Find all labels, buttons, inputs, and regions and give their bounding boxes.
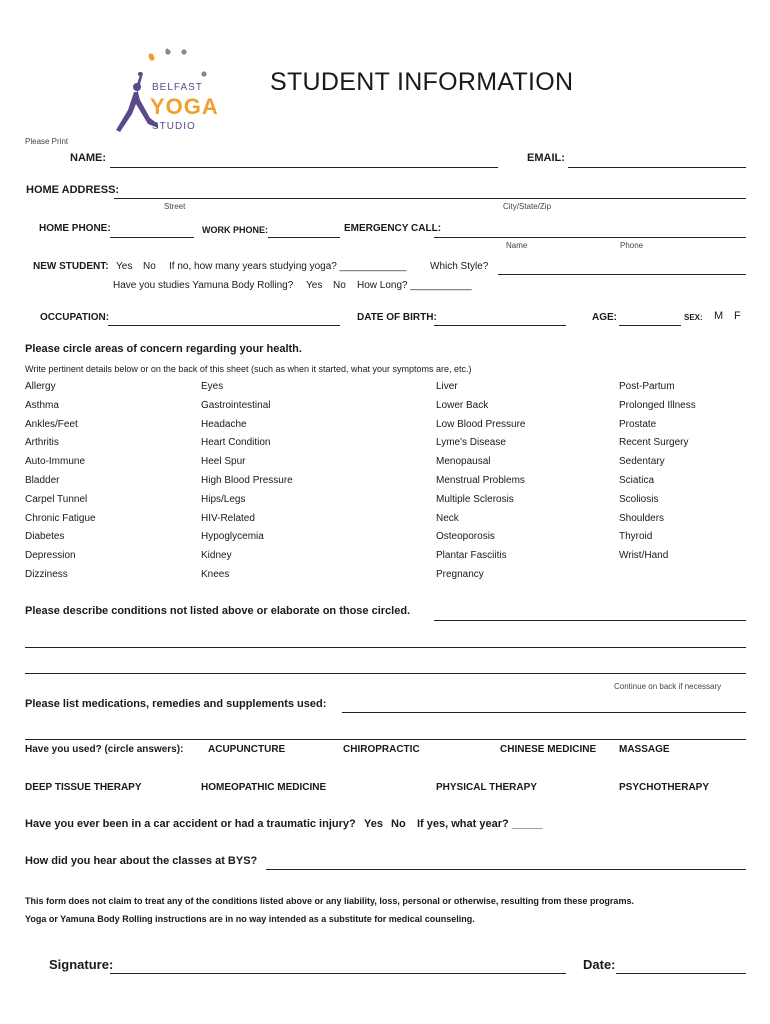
concerns-subheading: Write pertinent details below or on the back of this sheet (such as when it started, what your symptoms are, etc.) bbox=[25, 364, 472, 374]
condition-item[interactable]: Ankles/Feet bbox=[25, 418, 78, 430]
sex-f-option[interactable]: F bbox=[734, 310, 741, 322]
therapy-option[interactable]: CHIROPRACTIC bbox=[343, 744, 420, 755]
work-phone-field[interactable] bbox=[268, 237, 340, 238]
name-field[interactable] bbox=[110, 167, 498, 168]
concerns-heading: Please circle areas of concern regarding your health. bbox=[25, 343, 302, 355]
hear-about-field[interactable] bbox=[266, 869, 746, 870]
logo-dots-icon bbox=[138, 46, 218, 86]
condition-item[interactable]: Knees bbox=[201, 568, 230, 580]
home-address-label: HOME ADDRESS: bbox=[26, 184, 120, 196]
how-long-field[interactable]: How Long? ___________ bbox=[357, 280, 472, 291]
page-title: STUDENT INFORMATION bbox=[270, 68, 574, 96]
occupation-field[interactable] bbox=[108, 325, 340, 326]
condition-item[interactable]: Recent Surgery bbox=[619, 437, 689, 449]
condition-item[interactable]: Liver bbox=[436, 381, 458, 392]
condition-item[interactable]: Menopausal bbox=[436, 456, 491, 468]
condition-item[interactable]: Prostate bbox=[619, 418, 657, 430]
describe-line-2[interactable] bbox=[25, 647, 746, 648]
condition-item[interactable]: Auto-Immune bbox=[25, 456, 86, 468]
years-studying-question[interactable]: If no, how many years studying yoga? ____________ bbox=[169, 261, 407, 272]
condition-item[interactable]: High Blood Pressure bbox=[201, 474, 293, 486]
disclaimer-line-1: This form does not claim to treat any of the conditions listed above or any liability, loss, personal or otherwise, resulting from these programs. bbox=[25, 896, 634, 906]
signature-field[interactable] bbox=[110, 973, 566, 974]
new-student-label: NEW STUDENT: bbox=[33, 261, 109, 272]
condition-item[interactable]: Headache bbox=[201, 418, 247, 430]
therapy-option[interactable]: HOMEOPATHIC MEDICINE bbox=[201, 782, 327, 793]
therapy-option[interactable]: MASSAGE bbox=[619, 744, 670, 755]
home-phone-label: HOME PHONE: bbox=[39, 223, 111, 234]
condition-item[interactable]: Pregnancy bbox=[436, 568, 484, 580]
condition-item[interactable]: Thyroid bbox=[619, 531, 653, 543]
name-label: NAME: bbox=[70, 152, 107, 164]
describe-conditions-label: Please describe conditions not listed above or elaborate on those circled. bbox=[25, 605, 411, 617]
date-field[interactable] bbox=[616, 973, 746, 974]
continue-back-note: Continue on back if necessary bbox=[614, 682, 722, 691]
concerns-col2 bbox=[201, 381, 293, 588]
condition-item[interactable]: Arthritis bbox=[25, 437, 59, 449]
logo-line3: STUDIO bbox=[152, 121, 196, 132]
email-label: EMAIL: bbox=[527, 152, 565, 164]
yamuna-yes-option[interactable]: Yes bbox=[306, 280, 323, 291]
condition-item[interactable]: Multiple Sclerosis bbox=[436, 493, 514, 505]
condition-item[interactable]: Lyme's Disease bbox=[436, 437, 506, 449]
condition-item[interactable]: HIV-Related bbox=[201, 512, 255, 524]
condition-item[interactable]: Neck bbox=[436, 512, 459, 524]
new-student-yes-option[interactable]: Yes bbox=[116, 261, 133, 272]
emergency-name-caption: Name bbox=[506, 241, 528, 250]
home-phone-field[interactable] bbox=[110, 237, 194, 238]
condition-item[interactable]: Prolonged Illness bbox=[619, 399, 696, 411]
logo-line2: YOGA bbox=[150, 94, 219, 119]
medications-line-2[interactable] bbox=[25, 739, 746, 740]
disclaimer-line-2: Yoga or Yamuna Body Rolling instructions are in no way intended as a substitute for medical counseling. bbox=[25, 914, 475, 924]
which-style-label: Which Style? bbox=[430, 261, 489, 272]
condition-item[interactable]: Sedentary bbox=[619, 456, 665, 468]
condition-item[interactable]: Chronic Fatigue bbox=[25, 512, 96, 524]
date-label: Date: bbox=[583, 957, 616, 972]
condition-item[interactable]: Heart Condition bbox=[201, 437, 271, 449]
medications-field[interactable] bbox=[342, 712, 746, 713]
yamuna-question: Have you studies Yamuna Body Rolling? bbox=[113, 280, 294, 291]
condition-item[interactable]: Sciatica bbox=[619, 474, 655, 486]
condition-item[interactable]: Shoulders bbox=[619, 512, 665, 524]
condition-item[interactable]: Carpel Tunnel bbox=[25, 493, 88, 505]
yamuna-no-option[interactable]: No bbox=[333, 280, 346, 291]
age-label: AGE: bbox=[592, 312, 617, 323]
therapies-question: Have you used? (circle answers): bbox=[25, 744, 184, 755]
which-style-field[interactable] bbox=[498, 274, 746, 275]
sex-m-option[interactable]: M bbox=[714, 310, 724, 322]
condition-item[interactable]: Diabetes bbox=[25, 531, 65, 543]
work-phone-label: WORK PHONE: bbox=[202, 225, 268, 235]
city-state-zip-caption: City/State/Zip bbox=[503, 202, 552, 211]
condition-item[interactable]: Kidney bbox=[201, 550, 232, 562]
condition-item[interactable]: Plantar Fasciitis bbox=[436, 550, 507, 562]
condition-item[interactable]: Osteoporosis bbox=[436, 531, 495, 543]
therapy-option[interactable]: ACUPUNCTURE bbox=[208, 744, 286, 755]
condition-item[interactable]: Gastrointestinal bbox=[201, 399, 271, 411]
signature-label: Signature: bbox=[49, 957, 114, 972]
age-field[interactable] bbox=[619, 325, 681, 326]
home-address-field[interactable] bbox=[114, 198, 746, 199]
email-field[interactable] bbox=[568, 167, 746, 168]
condition-item[interactable]: Depression bbox=[25, 550, 76, 562]
studio-logo bbox=[108, 44, 228, 136]
accident-yes-option[interactable]: Yes bbox=[364, 818, 383, 830]
concerns-col4 bbox=[619, 381, 696, 569]
condition-item[interactable]: Menstrual Problems bbox=[436, 474, 525, 486]
hear-about-label: How did you hear about the classes at BYS? bbox=[25, 855, 258, 867]
emergency-call-field[interactable] bbox=[434, 237, 746, 238]
occupation-label: OCCUPATION: bbox=[40, 312, 110, 323]
therapy-option[interactable]: CHINESE MEDICINE bbox=[500, 744, 597, 755]
sex-label: SEX: bbox=[684, 313, 703, 322]
condition-item[interactable]: Dizziness bbox=[25, 568, 68, 580]
new-student-no-option[interactable]: No bbox=[143, 261, 156, 272]
medications-label: Please list medications, remedies and supplements used: bbox=[25, 698, 327, 710]
logo-line1: BELFAST bbox=[152, 82, 203, 93]
accident-no-option[interactable]: No bbox=[391, 818, 406, 830]
please-print-note: Please Print bbox=[25, 137, 69, 146]
condition-item[interactable]: Asthma bbox=[25, 399, 59, 411]
condition-item[interactable]: Heel Spur bbox=[201, 456, 246, 468]
emergency-phone-caption: Phone bbox=[620, 241, 644, 250]
concerns-col3 bbox=[436, 381, 526, 588]
accident-question: Have you ever been in a car accident or had a traumatic injury? bbox=[25, 818, 356, 830]
accident-year-field[interactable]: If yes, what year? _____ bbox=[417, 818, 543, 830]
describe-line-3[interactable] bbox=[25, 673, 746, 674]
dob-label: DATE OF BIRTH: bbox=[357, 312, 437, 323]
condition-item[interactable]: Wrist/Hand bbox=[619, 550, 669, 562]
therapy-option[interactable]: PSYCHOTHERAPY bbox=[619, 782, 710, 793]
dob-field[interactable] bbox=[434, 325, 566, 326]
therapy-option[interactable]: PHYSICAL THERAPY bbox=[436, 782, 537, 793]
describe-line-1[interactable] bbox=[434, 620, 746, 621]
condition-item[interactable]: Allergy bbox=[25, 381, 56, 392]
condition-item[interactable]: Low Blood Pressure bbox=[436, 418, 526, 430]
concerns-col1 bbox=[25, 381, 96, 588]
condition-item[interactable]: Lower Back bbox=[436, 399, 489, 411]
condition-item[interactable]: Hips/Legs bbox=[201, 493, 246, 505]
street-caption: Street bbox=[164, 202, 186, 211]
condition-item[interactable]: Hypoglycemia bbox=[201, 531, 264, 543]
therapy-option[interactable]: DEEP TISSUE THERAPY bbox=[25, 782, 142, 793]
emergency-call-label: EMERGENCY CALL: bbox=[344, 223, 442, 234]
condition-item[interactable]: Scoliosis bbox=[619, 493, 659, 505]
condition-item[interactable]: Eyes bbox=[201, 381, 224, 392]
condition-item[interactable]: Bladder bbox=[25, 474, 60, 486]
condition-item[interactable]: Post-Partum bbox=[619, 381, 675, 392]
